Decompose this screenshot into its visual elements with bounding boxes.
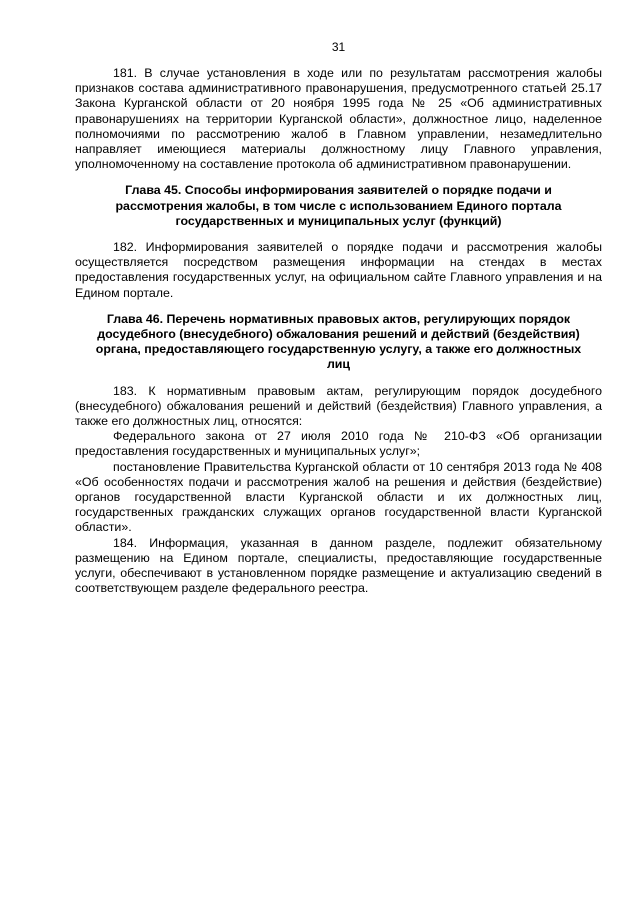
paragraph-183-regional-decree: постановление Правительства Курганской области от 10 сентября 2013 года № 408 «Об особенностях подачи и рассмотрения жалоб на решения и действия (бездействие) органов государственной власти Курганской области и их должностных лиц, государственных гражданских служащих органов государственной власти Курганской области».	[75, 459, 602, 535]
paragraph-183-federal-law: Федерального закона от 27 июля 2010 года № 210-ФЗ «Об организации предоставления государственных и муниципальных услуг»;	[75, 429, 602, 459]
page-number: 31	[331, 40, 346, 54]
paragraph-183: 183. К нормативным правовым актам, регулирующим порядок досудебного (внесудебного) обжалования решений и действий (бездействия) Главного управления, а также его должностных лиц, относятся:	[75, 383, 602, 429]
chapter-46-heading: Глава 46. Перечень нормативных правовых актов, регулирующих порядок досудебного (внесудебного) обжалования решений и действий (бездействия) органа, предоставляющего государственную услугу, а также его должностных лиц	[95, 311, 582, 372]
paragraph-184: 184. Информация, указанная в данном разделе, подлежит обязательному размещению на Едином портале, специалисты, предоставляющие государственные услуги, обеспечивают в установленном порядке размещение и актуализацию сведений в соответствующем разделе федерального реестра.	[75, 535, 602, 596]
chapter-45-heading: Глава 45. Способы информирования заявителей о порядке подачи и рассмотрения жалобы, в том числе с использованием Единого портала государственных и муниципальных услуг (функций)	[115, 183, 562, 228]
paragraph-182: 182. Информирования заявителей о порядке подачи и рассмотрения жалобы осуществляется посредством размещения информации на стендах в местах предоставления государственных услуг, на официальном сайте Главного управления и на Едином портале.	[75, 240, 602, 300]
paragraph-181: 181. В случае установления в ходе или по результатам рассмотрения жалобы признаков состава административного правонарушения, предусмотренного статьей 25.17 Закона Курганской области от 20 ноября 1995 года № 25 «Об административных правонарушениях на территории Курганской области», должностное лицо, наделенное полномочиями по рассмотрению жалоб в Главном управлении, незамедлительно направляет имеющиеся материалы должностному лицу Главного управления, уполномоченному на составление протокола об административном правонарушении.	[75, 66, 602, 172]
